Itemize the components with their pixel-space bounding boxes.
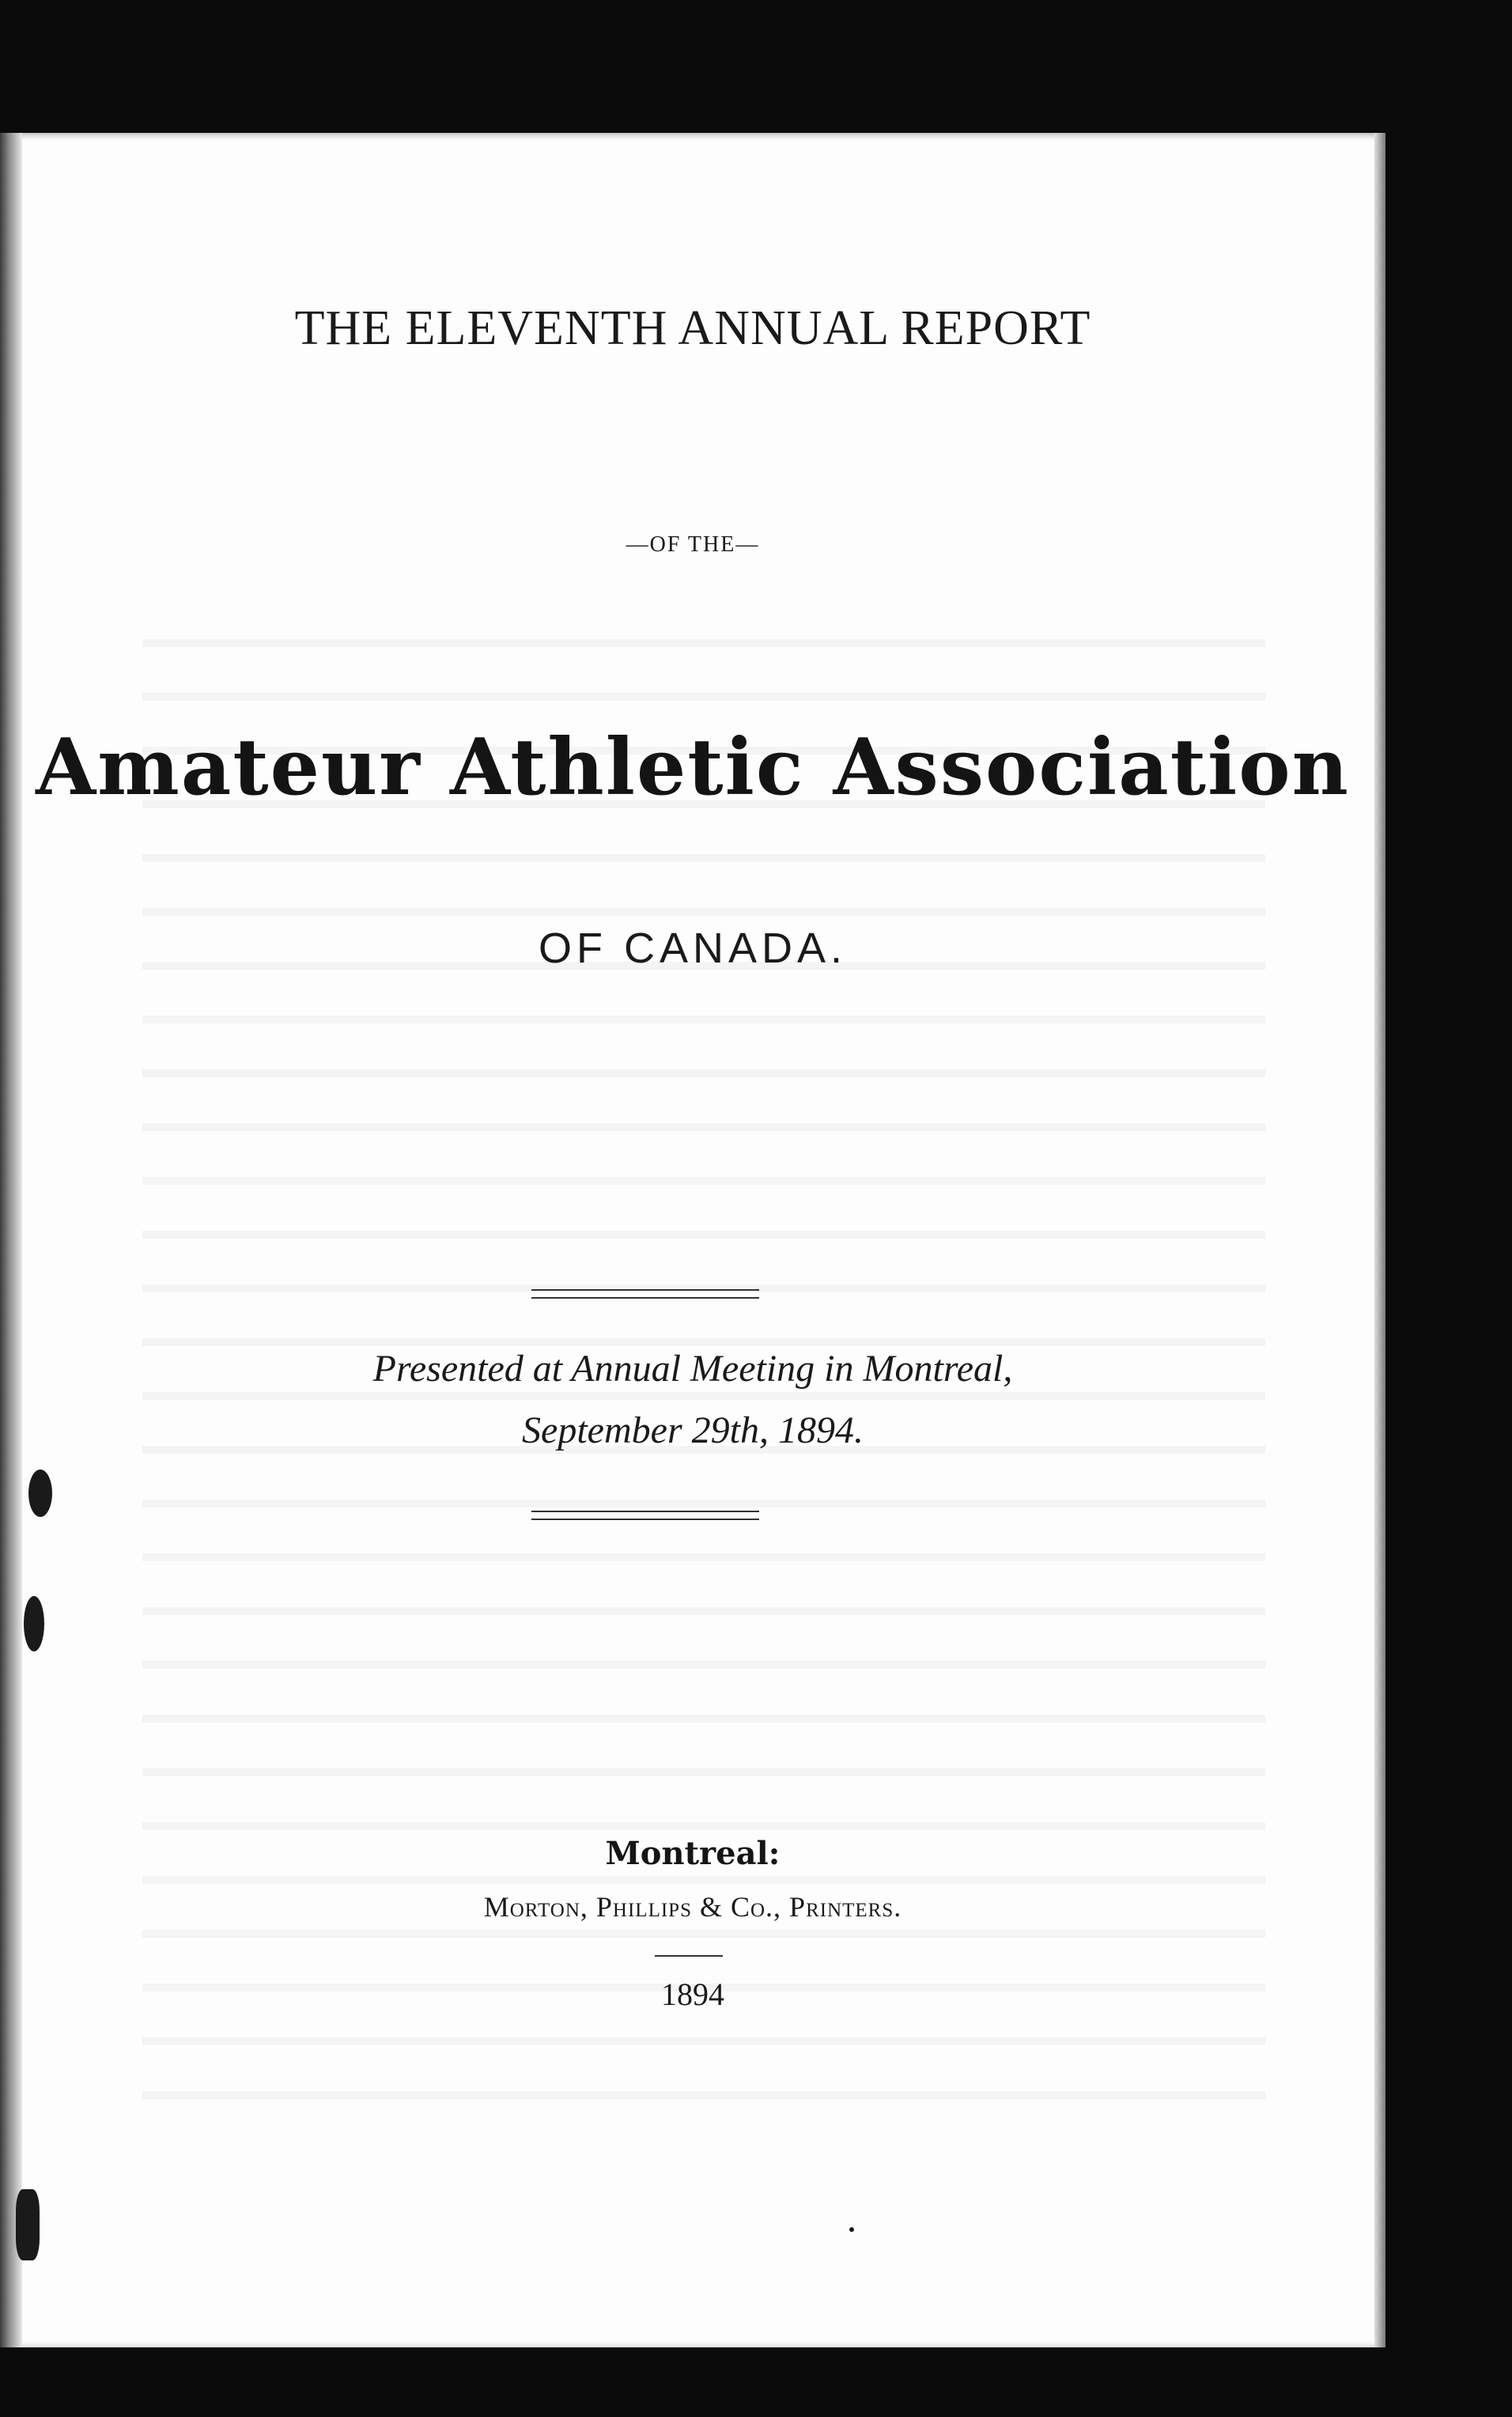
publication-year: 1894 — [661, 1976, 724, 2012]
double-rule-bottom — [531, 1511, 759, 1520]
page-right-shadow — [1374, 133, 1385, 2347]
of-canada-line: OF CANADA. — [538, 925, 848, 972]
publication-city: Montreal: — [605, 1835, 781, 1872]
ink-speck — [24, 1596, 44, 1651]
presented-line-2: September 29th, 1894. — [522, 1409, 864, 1451]
ink-speck — [28, 1469, 52, 1517]
single-rule — [655, 1955, 723, 1957]
report-title: THE ELEVENTH ANNUAL REPORT — [294, 301, 1091, 355]
of-the-line: —OF THE— — [626, 532, 760, 557]
printers-line: Morton, Phillips & Co., Printers. — [483, 1891, 902, 1923]
double-rule-top — [531, 1289, 759, 1299]
ink-speck — [16, 2189, 40, 2260]
ink-speck — [849, 2227, 854, 2232]
document-page — [0, 133, 1385, 2347]
organization-name: Amateur Athletic Association — [36, 722, 1350, 813]
presented-block — [0, 1338, 1385, 1462]
presented-line-1: Presented at Annual Meeting in Montreal, — [372, 1348, 1013, 1390]
page-left-edge — [0, 133, 22, 2347]
